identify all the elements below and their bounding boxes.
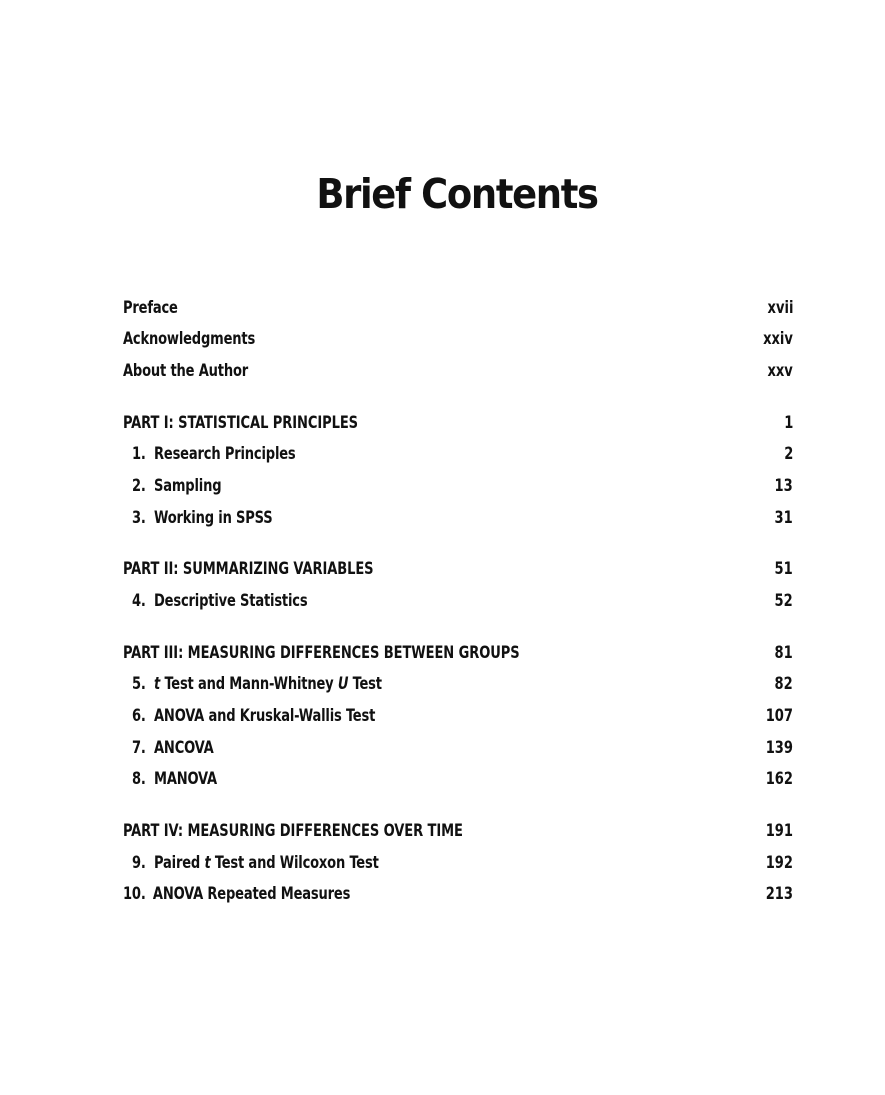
toc-chapter-6[interactable] — [123, 704, 793, 728]
chapter-title-italic: t — [204, 853, 211, 872]
toc-chapter-4[interactable] — [123, 589, 793, 613]
toc-chapter-9[interactable] — [123, 851, 793, 875]
toc-page-number: xxv — [767, 361, 793, 380]
chapter-title: ANOVA Repeated Measures — [152, 884, 351, 903]
chapter-number: 9. — [132, 853, 146, 872]
toc-entry-label: Preface — [123, 298, 178, 317]
chapter-title-italic: U — [337, 674, 349, 693]
toc-entry-label: About the Author — [123, 361, 249, 380]
toc-part-3[interactable] — [123, 641, 793, 665]
toc-page-number: 191 — [765, 821, 793, 840]
toc-part-label: PART I: STATISTICAL PRINCIPLES — [123, 413, 358, 432]
page-title: Brief Contents — [316, 170, 598, 219]
chapter-title: Paired — [154, 853, 205, 872]
chapter-number: 5. — [132, 674, 146, 693]
toc-chapter-1[interactable] — [123, 442, 793, 466]
toc-part-label: PART IV: MEASURING DIFFERENCES OVER TIME — [123, 821, 463, 840]
toc-chapter-10[interactable] — [123, 882, 793, 906]
chapter-number: 10. — [123, 884, 146, 903]
toc-page-number: 81 — [774, 643, 793, 662]
chapter-number: 2. — [132, 476, 146, 495]
toc-part-label: PART II: SUMMARIZING VARIABLES — [123, 559, 374, 578]
chapter-title: Sampling — [154, 476, 222, 495]
toc-part-label: PART III: MEASURING DIFFERENCES BETWEEN GROUPS — [123, 643, 520, 662]
chapter-title: MANOVA — [154, 769, 217, 788]
toc-page-number: 192 — [765, 853, 793, 872]
toc-page-number: 162 — [765, 769, 793, 788]
chapter-title: ANCOVA — [154, 738, 214, 757]
toc-page-number: 107 — [765, 706, 793, 725]
toc-part-2[interactable] — [123, 557, 793, 581]
chapter-title: ANOVA and Kruskal-Wallis Test — [154, 706, 376, 725]
toc-page-number: 2 — [783, 444, 793, 463]
toc-page-number: xvii — [767, 298, 793, 317]
chapter-title-italic: t — [154, 674, 161, 693]
chapter-number: 7. — [132, 738, 146, 757]
toc-entry-acknowledgments[interactable] — [123, 327, 793, 351]
toc-chapter-8[interactable] — [123, 767, 793, 791]
toc-part-4[interactable] — [123, 819, 793, 843]
toc-page-number: 82 — [774, 674, 793, 693]
toc-entry-label: Acknowledgments — [123, 329, 256, 348]
toc-chapter-5[interactable] — [123, 672, 793, 696]
chapter-title: Working in SPSS — [154, 508, 273, 527]
toc-page-number: 13 — [774, 476, 793, 495]
toc-page-number: 31 — [774, 508, 793, 527]
toc-page-number: 139 — [765, 738, 793, 757]
toc-page-number: 213 — [765, 884, 793, 903]
chapter-title: Research Principles — [154, 444, 296, 463]
toc-chapter-7[interactable] — [123, 736, 793, 760]
toc-page-number: 1 — [783, 413, 793, 432]
chapter-number: 3. — [132, 508, 146, 527]
toc-page-number: xxiv — [763, 329, 793, 348]
chapter-number: 6. — [132, 706, 146, 725]
chapter-title: Test — [348, 674, 382, 693]
chapter-number: 8. — [132, 769, 146, 788]
toc-chapter-2[interactable] — [123, 474, 793, 498]
chapter-title: Descriptive Statistics — [154, 591, 308, 610]
chapter-title: Test and Wilcoxon Test — [210, 853, 379, 872]
toc-part-1[interactable] — [123, 411, 793, 435]
toc-entry-preface[interactable] — [123, 296, 793, 320]
toc-chapter-3[interactable] — [123, 506, 793, 530]
toc-entry-about-the-author[interactable] — [123, 359, 793, 383]
chapter-number: 1. — [132, 444, 146, 463]
toc-page-number: 52 — [774, 591, 793, 610]
toc-page-number: 51 — [774, 559, 793, 578]
chapter-title: Test and Mann-Whitney — [160, 674, 338, 693]
chapter-number: 4. — [132, 591, 146, 610]
